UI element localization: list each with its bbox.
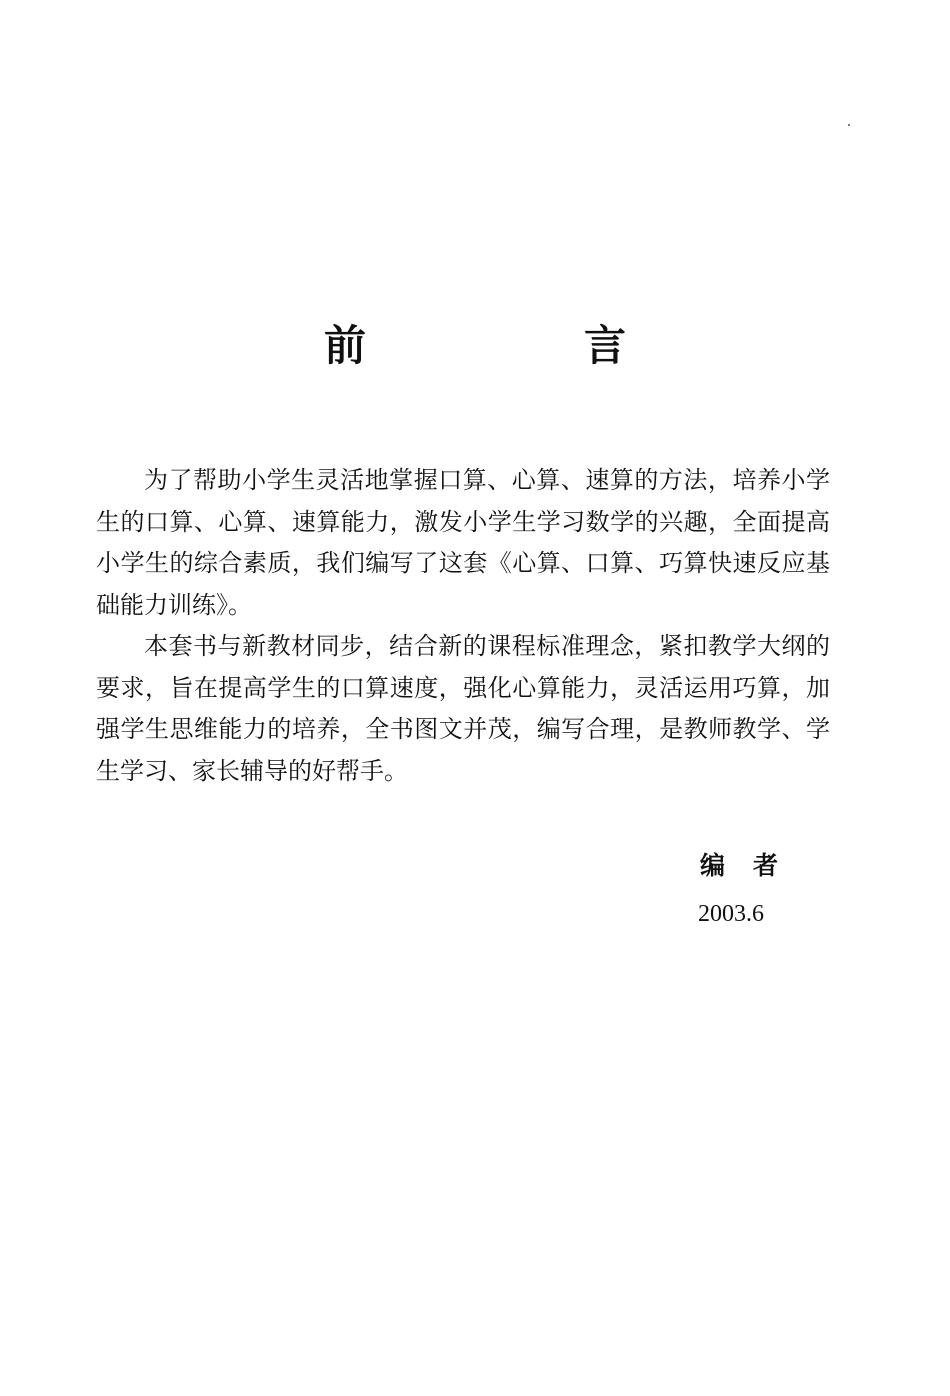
preface-body bbox=[96, 460, 830, 792]
author-signature: 编者 bbox=[700, 851, 807, 880]
page-title: 前 言 bbox=[323, 321, 714, 370]
preface-date: 2003.6 bbox=[698, 901, 764, 927]
scan-speck bbox=[848, 124, 850, 126]
paragraph-1: 为了帮助小学生灵活地掌握口算、心算、速算的方法，培养小学生的口算、心算、速算能力，激发小学生学习数学的兴趣，全面提高小学生的综合素质，我们编写了这套《心算、口算、巧算快速反应基础能力训练》。 bbox=[96, 466, 830, 619]
paragraph-2: 本套书与新教材同步，结合新的课程标准理念，紧扣教学大纲的要求，旨在提高学生的口算速度，强化心算能力，灵活运用巧算，加强学生思维能力的培养，全书图文并茂，编写合理，是教师教学、学生学习、家长辅导的好帮手。 bbox=[96, 632, 830, 785]
